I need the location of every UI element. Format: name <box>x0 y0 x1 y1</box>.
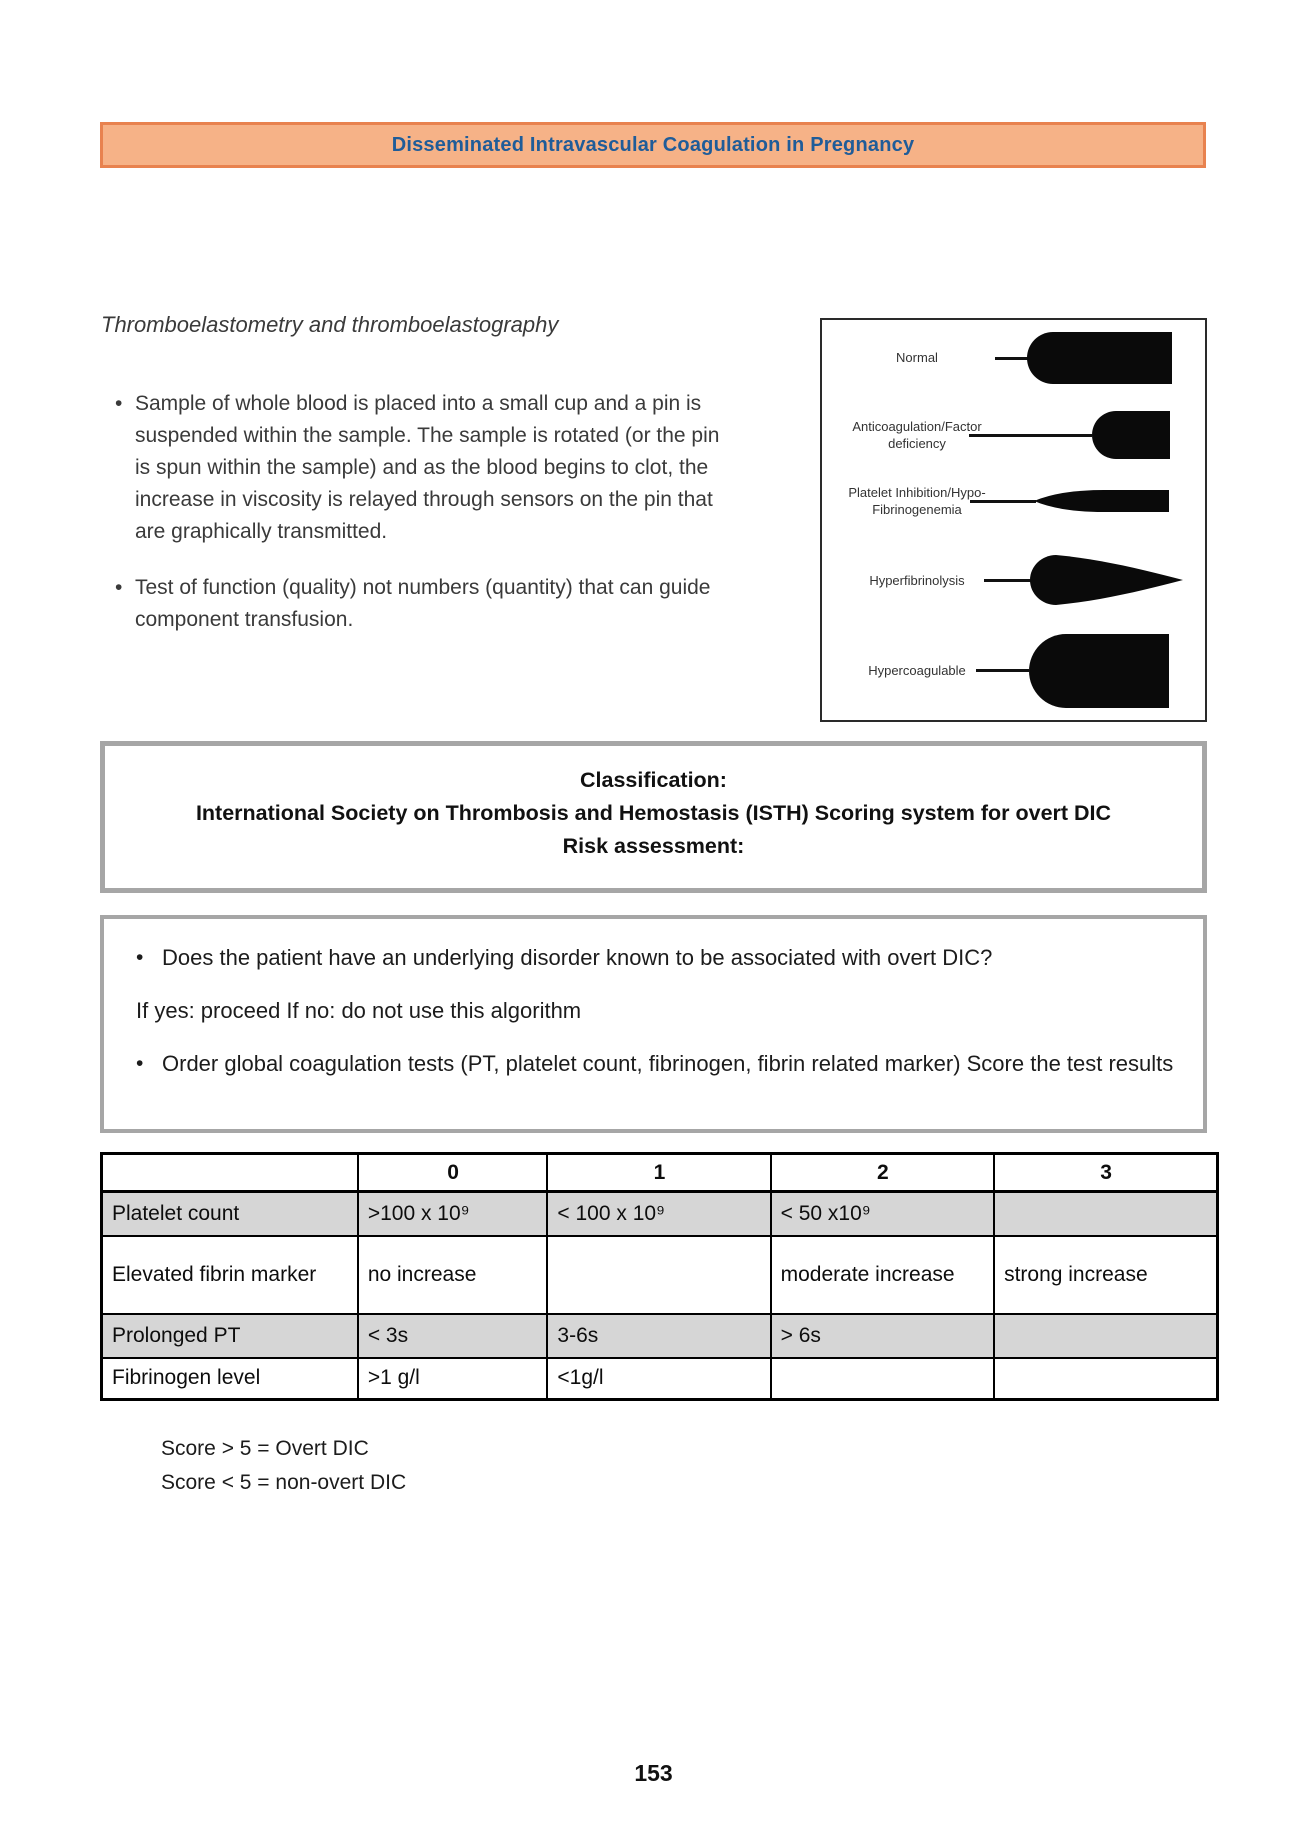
table-header-cell: 1 <box>547 1154 770 1192</box>
table-cell <box>994 1314 1217 1358</box>
normal-trace-shape <box>1027 332 1172 384</box>
section-heading: Thromboelastometry and thromboelastography <box>101 312 559 337</box>
risk-assessment-box <box>100 915 1207 1133</box>
table-cell: >1 g/l <box>358 1358 548 1400</box>
page-title: Disseminated Intravascular Coagulation in Pregnancy <box>391 133 915 156</box>
table-cell <box>994 1358 1217 1400</box>
hyperfibrinolysis-trace-shape <box>1030 555 1183 605</box>
table-header-cell <box>102 1154 358 1192</box>
bullet-icon: • <box>115 392 123 415</box>
list-item <box>126 1045 1177 1082</box>
row-label-cell: Elevated fibrin marker <box>102 1236 358 1314</box>
classification-line: Risk assessment: <box>562 834 745 858</box>
table-cell: no increase <box>358 1236 548 1314</box>
score-interpretation <box>161 1432 406 1500</box>
table-cell: < 100 x 10⁹ <box>547 1192 770 1236</box>
trace-label-anticoagulation: Anticoagulation/Factor deficiency <box>852 419 982 451</box>
table-cell <box>547 1236 770 1314</box>
hypercoagulable-trace-shape <box>1029 634 1169 708</box>
table-cell <box>994 1192 1217 1236</box>
table-row <box>102 1314 1218 1358</box>
row-label-cell: Prolonged PT <box>102 1314 358 1358</box>
table-cell: < 50 x10⁹ <box>771 1192 994 1236</box>
bullet-icon <box>126 992 136 1029</box>
classification-line: International Society on Thrombosis and Hemostasis (ISTH) Scoring system for overt DIC <box>195 801 1112 825</box>
platelet-inhibition-trace-shape <box>1034 489 1169 513</box>
list-item <box>103 388 803 548</box>
row-label-cell: Platelet count <box>102 1192 358 1236</box>
table-cell: <1g/l <box>547 1358 770 1400</box>
table-header-cell: 0 <box>358 1154 548 1192</box>
table-row <box>102 1236 1218 1314</box>
list-item <box>126 992 1177 1029</box>
table-header-cell: 2 <box>771 1154 994 1192</box>
bullet-icon: • <box>136 946 144 969</box>
bullet-text: Test of function (quality) not numbers (quantity) that can guide component transfusion. <box>135 576 711 631</box>
table-cell: < 3s <box>358 1314 548 1358</box>
risk-item-text: Order global coagulation tests (PT, platelet count, fibrinogen, fibrin related marker) Score the test results <box>162 1051 1174 1076</box>
classification-box <box>100 741 1207 893</box>
bullet-icon: • <box>136 1052 144 1075</box>
anticoagulation-trace-shape <box>1092 411 1170 459</box>
bullet-text: Sample of whole blood is placed into a small cup and a pin is suspended within the sample. The sample is rotated (or the pin is spun within the sample) and as the blood begins to clot, the increase in viscosity is relayed through sensors on the pin that are graphically transmitted. <box>135 392 720 543</box>
classification-line: Classification: <box>580 768 727 792</box>
intro-bullet-list <box>103 388 803 660</box>
table-header-row <box>102 1154 1218 1192</box>
trace-label-hypercoagulable: Hypercoagulable <box>868 663 966 678</box>
table-cell <box>771 1358 994 1400</box>
trace-connector-line <box>984 579 1032 582</box>
row-label-cell: Fibrinogen level <box>102 1358 358 1400</box>
trace-connector-line <box>969 434 1092 437</box>
risk-item-text: If yes: proceed If no: do not use this algorithm <box>136 998 582 1023</box>
trace-connector-line <box>970 500 1036 503</box>
list-item <box>126 939 1177 976</box>
title-banner <box>100 122 1206 168</box>
score-note: Score > 5 = Overt DIC <box>161 1437 369 1460</box>
table-row <box>102 1192 1218 1236</box>
table-cell: >100 x 10⁹ <box>358 1192 548 1236</box>
table-cell: strong increase <box>994 1236 1217 1314</box>
table-cell: moderate increase <box>771 1236 994 1314</box>
table-row <box>102 1358 1218 1400</box>
table-cell: 3-6s <box>547 1314 770 1358</box>
table-header-cell: 3 <box>994 1154 1217 1192</box>
trace-connector-line <box>995 357 1028 360</box>
list-item <box>103 572 803 636</box>
table-cell: > 6s <box>771 1314 994 1358</box>
trace-connector-line <box>976 669 1029 672</box>
trace-label-platelet-inhibition: Platelet Inhibition/Hypo-Fibrinogenemia <box>848 485 986 517</box>
isth-score-table <box>100 1152 1219 1401</box>
trace-label-normal: Normal <box>896 350 938 365</box>
score-note: Score < 5 = non-overt DIC <box>161 1471 407 1494</box>
teg-trace-figure <box>820 318 1207 722</box>
trace-label-hyperfibrinolysis: Hyperfibrinolysis <box>869 573 965 588</box>
page-number: 153 <box>634 1760 673 1786</box>
risk-item-text: Does the patient have an underlying disorder known to be associated with overt DIC? <box>162 945 993 970</box>
bullet-icon: • <box>115 576 123 599</box>
